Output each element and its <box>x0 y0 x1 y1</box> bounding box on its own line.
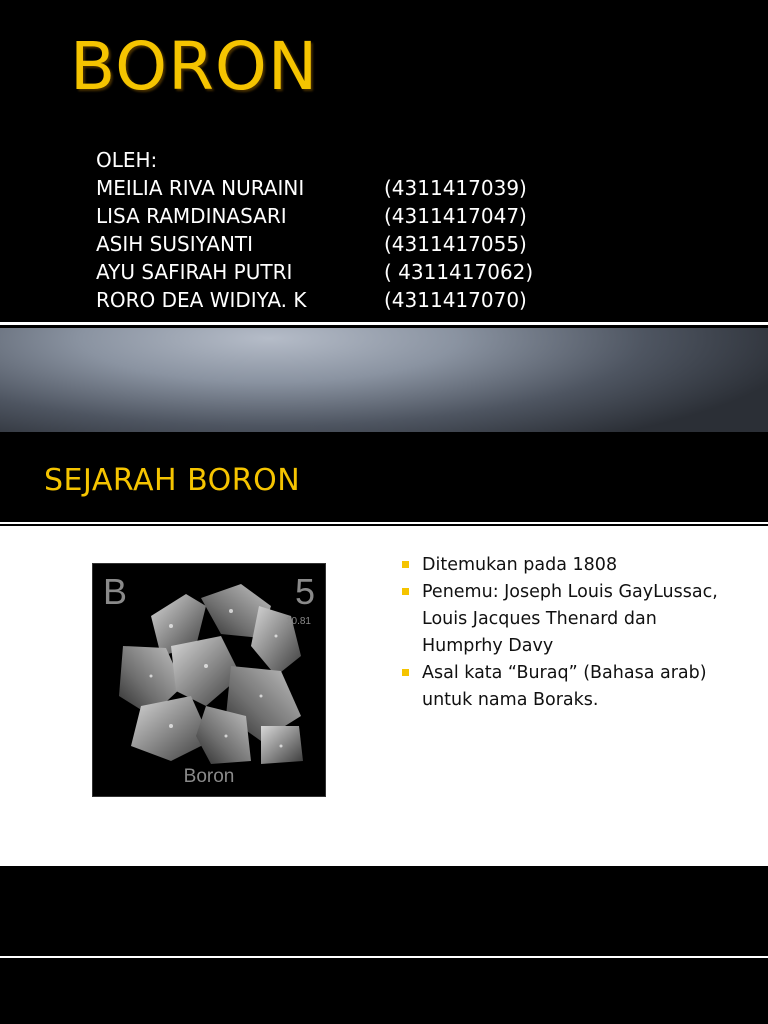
author-row <box>96 202 533 230</box>
bullet-text: Asal kata “Buraq” (Bahasa arab) untuk nama Boraks. <box>422 663 707 710</box>
bullet-item <box>402 552 742 579</box>
next-slide-top <box>0 960 768 1024</box>
author-row <box>96 230 533 258</box>
square-bullet-icon <box>402 561 409 568</box>
divider-line <box>0 524 768 526</box>
element-symbol: B <box>103 571 128 612</box>
decorative-gradient-band <box>0 328 768 432</box>
author-id: ( 4311417062) <box>384 260 534 284</box>
atomic-number: 5 <box>294 571 315 612</box>
boron-element-image <box>92 563 326 797</box>
author-id: (4311417070) <box>384 288 527 312</box>
author-name: MEILIA RIVA NURAINI <box>96 176 305 200</box>
author-name: AYU SAFIRAH PUTRI <box>96 260 293 284</box>
bullet-item <box>402 660 742 714</box>
bullet-item <box>402 579 742 660</box>
square-bullet-icon <box>402 669 409 676</box>
bullet-text: Ditemukan pada 1808 <box>422 555 618 575</box>
slide-header <box>0 432 768 522</box>
author-id: (4311417039) <box>384 176 527 200</box>
title-slide <box>0 0 768 432</box>
atomic-mass: 10.81 <box>285 616 311 627</box>
author-row <box>96 258 533 286</box>
boron-rock-picture <box>111 576 309 766</box>
author-name: ASIH SUSIYANTI <box>96 232 254 256</box>
author-name: RORO DEA WIDIYA. K <box>96 288 307 312</box>
square-bullet-icon <box>402 588 409 595</box>
element-name: Boron <box>183 766 235 787</box>
author-list <box>96 146 533 314</box>
divider-line <box>0 322 768 325</box>
author-id: (4311417047) <box>384 204 527 228</box>
slide-title: SEJARAH BORON <box>44 463 301 498</box>
slide-footer-band <box>0 866 768 956</box>
author-row <box>96 174 533 202</box>
bullet-text: Penemu: Joseph Louis GayLussac, Louis Jacques Thenard dan Humprhy Davy <box>422 582 718 656</box>
by-label: OLEH: <box>96 148 158 172</box>
author-id: (4311417055) <box>384 232 527 256</box>
author-row <box>96 286 533 314</box>
slide-title: BORON <box>70 28 319 105</box>
history-slide <box>0 432 768 960</box>
bullet-list <box>402 552 742 714</box>
author-name: LISA RAMDINASARI <box>96 204 287 228</box>
